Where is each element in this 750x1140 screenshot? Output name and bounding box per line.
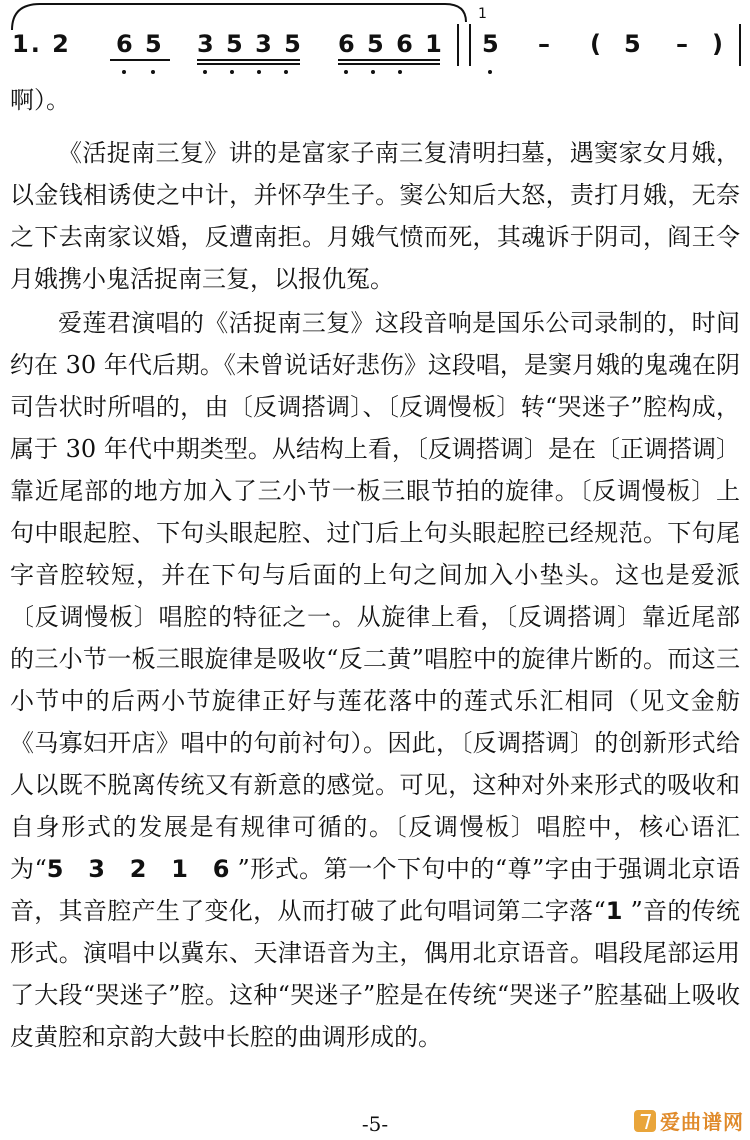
bar-marker: 1 [478, 6, 487, 22]
octave-dot [398, 70, 402, 74]
score-note: – [676, 30, 690, 58]
score-note: 3 5 3 5 [197, 30, 303, 58]
octave-dot [203, 70, 207, 74]
music-score [0, 0, 750, 115]
jianpu-notation: 5 3 2 1 6 [46, 855, 238, 883]
octave-dot [284, 70, 288, 74]
slur-arc [12, 4, 466, 30]
octave-dot [344, 70, 348, 74]
score-note: – [538, 30, 552, 58]
watermark-text: 爱曲谱网 [660, 1110, 744, 1134]
paragraph-text: ”形式。第一个下句中的“尊”字由于强调北京语音，其音腔产生了变化，从而打破了此句唱词第二字落“ [10, 855, 740, 925]
paragraph-text: ”音的传统形式。演唱中以冀东、天津语音为主，偶用北京语音。唱段尾部运用了大段“哭迷子”腔。这种“哭迷子”腔是在传统“哭迷子”腔基础上吸收皮黄腔和京韵大鼓中长腔的曲调形成的。 [10, 897, 740, 1051]
paragraph-synopsis: 《活捉南三复》讲的是富家子南三复清明扫墓，遇窦家女月娥，以金钱相诱使之中计，并怀孕生子。窦公知后大怒，责打月娥，无奈之下去南家议婚，反遭南拒。月娥气愤而死，其魂诉于阴司，阎王令月娥携小鬼活捉南三复，以报仇冤。 [10, 139, 740, 293]
octave-dot [371, 70, 375, 74]
octave-dot [122, 70, 126, 74]
score-note: 6 5 [116, 30, 164, 58]
score-note: ) [712, 30, 725, 58]
octave-dot [230, 70, 234, 74]
score-note: 5 [482, 30, 501, 58]
octave-dot [257, 70, 261, 74]
page-number: -5- [361, 1112, 389, 1136]
octave-dot [151, 70, 155, 74]
jianpu-notation: 1 [605, 897, 631, 925]
score-note: 6 5 6 1 [338, 30, 444, 58]
octave-dot [488, 70, 492, 74]
paragraph-analysis [10, 302, 740, 1058]
score-note: 1. 2 [12, 30, 71, 58]
watermark [634, 1106, 744, 1135]
paragraph-text: 爱莲君演唱的《活捉南三复》这段音响是国乐公司录制的，时间约在 30 年代后期。《未曾说话好悲伤》这段唱，是窦月娥的鬼魂在阴司告状时所唱的，由〔反调搭调〕、〔反调慢板〕转“哭迷子”腔构成，属于 30 年代中期类型。从结构上看，〔反调搭调〕是在〔正调搭调〕靠近尾部的地方加入了三小节一板三眼节拍的旋律。〔反调慢板〕上句中眼起腔、下句头眼起腔、过门后上句头眼起腔已经规范。下句尾字音腔较短，并在下句与后面的上句之间加入小垫头。这也是爱派〔反调慢板〕唱腔的特征之一。从旋律上看，〔反调搭调〕靠近尾部的三小节一板三眼旋律是吸收“反二黄”唱腔中的旋律片断的。而这三小节中的后两小节旋律正好与莲花落中的莲式乐汇相同（见文金舫《马寡妇开店》唱中的句前衬句）。因此，〔反调搭调〕的创新形式给人以既不脱离传统又有新意的感觉。可见，这种对外来形式的吸收和自身形式的发展是有规律可循的。〔反调慢板〕唱腔中，核心语汇为“ [10, 309, 740, 883]
lyric-tail: 啊）。 [10, 86, 70, 114]
music-note-icon [634, 1110, 656, 1132]
score-note: ( [590, 30, 603, 58]
score-note: 5 [624, 30, 643, 58]
